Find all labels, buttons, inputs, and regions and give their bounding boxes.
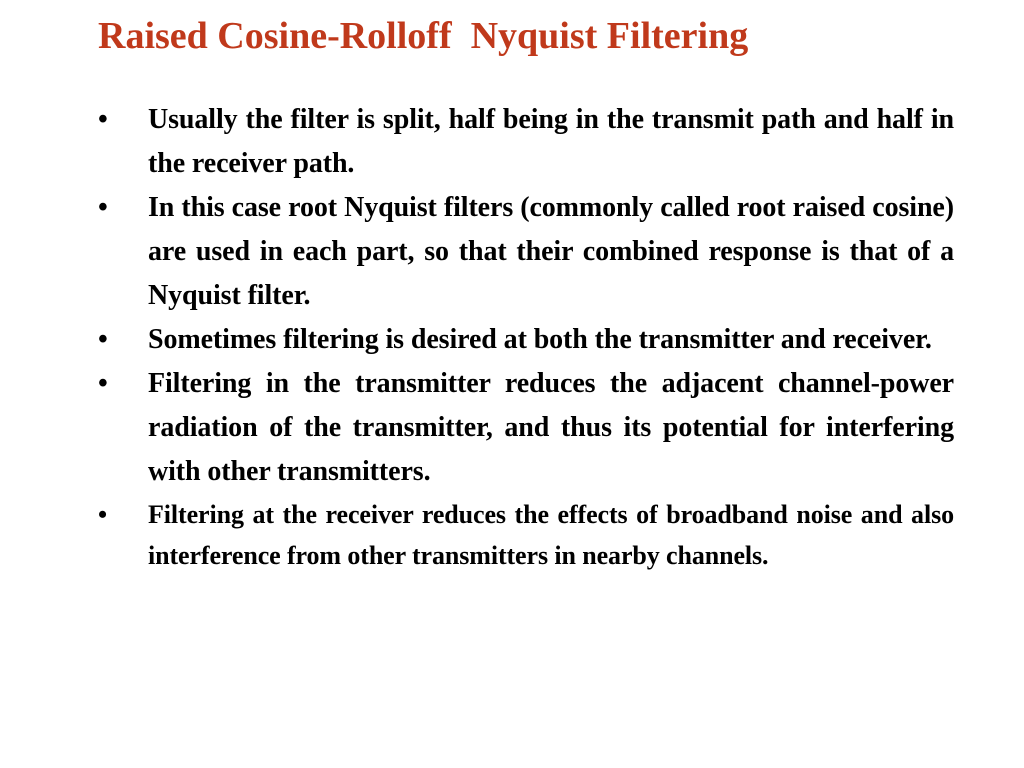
bullet-item bbox=[0, 186, 1024, 318]
slide-title: Raised Cosine-Rolloff Nyquist Filtering bbox=[98, 15, 749, 57]
bullet-text: Usually the filter is split, half being in the transmit path and half in the receiver path. bbox=[148, 104, 954, 179]
bullet-item bbox=[0, 98, 1024, 186]
bullet-text: Filtering in the transmitter reduces the adjacent channel-power radiation of the transmitter, and thus its potential for interfering with other transmitters. bbox=[148, 368, 954, 487]
bullet-text: In this case root Nyquist filters (commonly called root raised cosine) are used in each part, so that their combined response is that of a Nyquist filter. bbox=[148, 192, 954, 311]
bullet-item bbox=[0, 494, 1024, 576]
bullet-list bbox=[0, 98, 1024, 576]
bullet-dot-icon: • bbox=[98, 324, 108, 355]
bullet-dot-icon: • bbox=[98, 368, 108, 399]
bullet-dot-icon: • bbox=[98, 192, 108, 223]
bullet-dot-icon: • bbox=[98, 104, 108, 135]
bullet-item bbox=[0, 318, 1024, 362]
bullet-text: Filtering at the receiver reduces the effects of broadband noise and also interference from other transmitters in nearby channels. bbox=[148, 500, 954, 570]
bullet-text: Sometimes filtering is desired at both the transmitter and receiver. bbox=[148, 324, 932, 355]
bullet-item bbox=[0, 362, 1024, 494]
bullet-dot-icon: • bbox=[98, 500, 108, 529]
